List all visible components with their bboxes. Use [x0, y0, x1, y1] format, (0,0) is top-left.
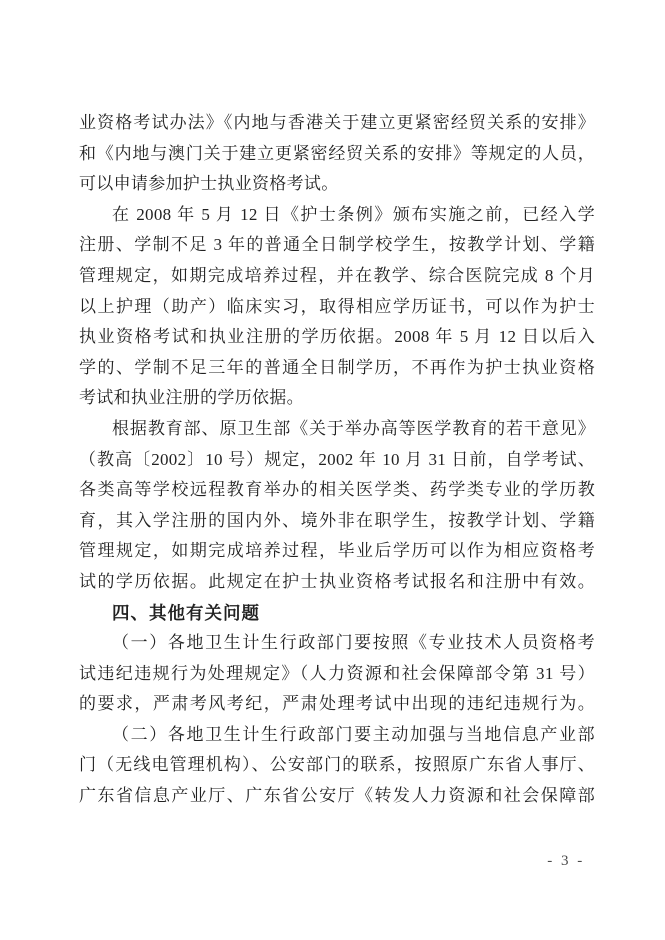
page-number: - 3 -	[547, 853, 585, 869]
body-line: 的要求，严肃考风考纪，严肃处理考试中出现的违纪违规行为。	[79, 694, 595, 714]
body-line: （一）各地卫生计生行政部门要按照《专业技术人员资格考	[112, 633, 595, 653]
body-line: 学的、学制不足三年的普通全日制学历，不再作为护士执业资格	[79, 357, 595, 377]
body-line: 可以申请参加护士执业资格考试。	[79, 174, 339, 194]
body-line: 管理规定，如期完成培养过程，并在教学、综合医院完成 8 个月	[79, 265, 595, 285]
body-line: 以上护理（助产）临床实习，取得相应学历证书，可以作为护士	[79, 296, 595, 316]
body-line: 注册、学制不足 3 年的普通全日制学校学生，按教学计划、学籍	[79, 235, 595, 255]
body-line: 根据教育部、原卫生部《关于举办高等医学教育的若干意见》	[112, 418, 595, 438]
body-line: 试的学历依据。此规定在护士执业资格考试报名和注册中有效。	[79, 571, 595, 591]
body-line: （二）各地卫生计生行政部门要主动加强与当地信息产业部	[112, 724, 595, 744]
body-line: 和《内地与澳门关于建立更紧密经贸关系的安排》等规定的人员，	[79, 143, 595, 163]
document-body	[79, 108, 595, 812]
body-line: 试违纪违规行为处理规定》（人力资源和社会保障部令第 31 号）	[79, 663, 595, 683]
body-line: 在 2008 年 5 月 12 日《护士条例》颁布实施之前，已经入学	[112, 204, 595, 224]
body-line: 执业资格考试和执业注册的学历依据。2008 年 5 月 12 日以后入	[79, 327, 595, 347]
body-line: 门（无线电管理机构）、公安部门的联系，按照原广东省人事厅、	[79, 755, 595, 775]
body-line: 业资格考试办法》《内地与香港关于建立更紧密经贸关系的安排》	[79, 113, 595, 132]
body-line: （教高〔2002〕10 号）规定，2002 年 10 月 31 日前，自学考试、	[79, 449, 595, 469]
body-line: 育，其入学注册的国内外、境外非在职学生，按教学计划、学籍	[79, 510, 595, 530]
body-line: 考试和执业注册的学历依据。	[79, 388, 304, 408]
section-heading: 四、其他有关问题	[112, 602, 260, 623]
body-line: 各类高等学校远程教育举办的相关医学类、药学类专业的学历教	[79, 480, 595, 500]
body-line: 广东省信息产业厅、广东省公安厅《转发人力资源和社会保障部	[79, 786, 595, 806]
body-line: 管理规定，如期完成培养过程，毕业后学历可以作为相应资格考	[79, 541, 595, 561]
